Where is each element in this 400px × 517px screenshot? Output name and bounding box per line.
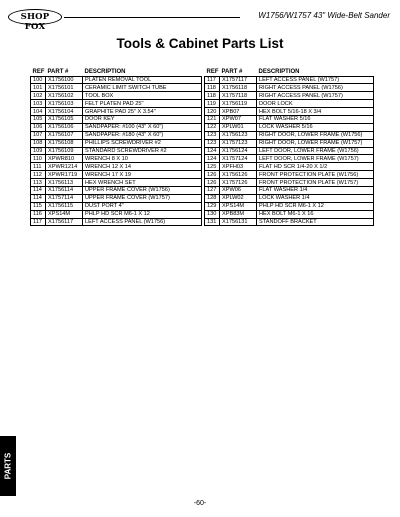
ref-cell: 112 — [31, 171, 46, 179]
table-row — [31, 202, 202, 210]
table-row — [205, 218, 374, 226]
table-row — [205, 115, 374, 123]
part-number-cell: X1756113 — [46, 179, 83, 187]
description-cell: LEFT ACCESS PANEL (W1757) — [257, 76, 374, 84]
table-row — [205, 210, 374, 218]
table-row — [31, 139, 202, 147]
table-row — [31, 194, 202, 202]
ref-cell: 105 — [31, 115, 46, 123]
part-number-cell: X1757126 — [220, 179, 257, 187]
part-number-cell: X1756117 — [46, 218, 83, 226]
header-description: DESCRIPTION — [257, 68, 374, 76]
ref-cell: 126 — [205, 179, 220, 187]
part-number-cell: XPLW02 — [220, 194, 257, 202]
ref-cell: 117 — [205, 76, 220, 84]
description-cell: PHLP HD SCR M6-1 X 12 — [83, 210, 202, 218]
description-cell: LEFT DOOR, LOWER FRAME (W1756) — [257, 147, 374, 155]
table-row — [205, 76, 374, 84]
table-row — [31, 171, 202, 179]
description-cell: STANDOFF BRACKET — [257, 218, 374, 226]
part-number-cell: X1756119 — [220, 100, 257, 108]
description-cell: WRENCH 8 X 10 — [83, 155, 202, 163]
part-number-cell: X1756123 — [220, 131, 257, 139]
description-cell: RIGHT ACCESS PANEL (W1757) — [257, 92, 374, 100]
description-cell: WRENCH 17 X 19 — [83, 171, 202, 179]
table-row — [205, 186, 374, 194]
description-cell: RIGHT DOOR, LOWER FRAME (W1756) — [257, 131, 374, 139]
table-row — [205, 194, 374, 202]
part-number-cell: XPFH03 — [220, 163, 257, 171]
description-cell: RIGHT DOOR, LOWER FRAME (W1757) — [257, 139, 374, 147]
parts-table-left — [30, 68, 202, 226]
table-row — [31, 163, 202, 171]
part-number-cell: XPWR810 — [46, 155, 83, 163]
ref-cell: 129 — [205, 202, 220, 210]
part-number-cell: X1756102 — [46, 92, 83, 100]
part-number-cell: XPS14M — [220, 202, 257, 210]
header-rule — [64, 17, 240, 18]
table-row — [31, 179, 202, 187]
table-row — [31, 186, 202, 194]
description-cell: GRAPHITE PAD 25" X 3.54" — [83, 108, 202, 116]
description-cell: DUST PORT 4" — [83, 202, 202, 210]
part-number-cell: X1756107 — [46, 131, 83, 139]
part-number-cell: X1756114 — [46, 186, 83, 194]
parts-tab-label: PARTS — [3, 452, 13, 480]
table-row — [31, 115, 202, 123]
ref-cell: 116 — [31, 210, 46, 218]
ref-cell: 121 — [205, 115, 220, 123]
table-row — [31, 218, 202, 226]
page-number: -60- — [193, 500, 207, 507]
description-cell: PHILLIPS SCREWDRIVER #2 — [83, 139, 202, 147]
description-cell: FLAT HD SCR 1/4-20 X 1/2 — [257, 163, 374, 171]
description-cell: UPPER FRAME COVER (W1757) — [83, 194, 202, 202]
part-number-cell: XPW07 — [220, 115, 257, 123]
table-row — [31, 147, 202, 155]
page-header — [8, 8, 392, 32]
ref-cell: 123 — [205, 139, 220, 147]
table-row — [31, 92, 202, 100]
description-cell: FRONT PROTECTION PLATE (W1757) — [257, 179, 374, 187]
ref-cell: 100 — [31, 76, 46, 84]
table-row — [205, 100, 374, 108]
ref-cell: 125 — [205, 163, 220, 171]
table-row — [31, 210, 202, 218]
part-number-cell: XPWR1719 — [46, 171, 83, 179]
description-cell: HEX BOLT M6-1 X 16 — [257, 210, 374, 218]
ref-cell: 103 — [31, 100, 46, 108]
ref-cell: 108 — [31, 139, 46, 147]
table-row — [205, 171, 374, 179]
table-row — [205, 147, 374, 155]
description-cell: DOOR LOCK — [257, 100, 374, 108]
table-row — [205, 108, 374, 116]
table-row — [31, 84, 202, 92]
description-cell: HEX WRENCH SET — [83, 179, 202, 187]
part-number-cell: X1757123 — [220, 139, 257, 147]
part-number-cell: X1757114 — [46, 194, 83, 202]
table-row — [205, 179, 374, 187]
part-number-cell: X1756105 — [46, 115, 83, 123]
ref-cell: 123 — [205, 131, 220, 139]
table-row — [31, 76, 202, 84]
ref-cell: 114 — [31, 194, 46, 202]
ref-cell: 124 — [205, 147, 220, 155]
table-row — [31, 100, 202, 108]
table-header-row — [31, 68, 202, 76]
part-number-cell: XPB07 — [220, 108, 257, 116]
description-cell: FRONT PROTECTION PLATE (W1756) — [257, 171, 374, 179]
part-number-cell: XPWR1214 — [46, 163, 83, 171]
description-cell: LOCK WASHER 5/16 — [257, 123, 374, 131]
part-number-cell: XPS14M — [46, 210, 83, 218]
table-row — [31, 108, 202, 116]
table-row — [205, 163, 374, 171]
table-row — [205, 131, 374, 139]
table-header-row — [205, 68, 374, 76]
description-cell: PHLP HD SCR M6-1 X 12 — [257, 202, 374, 210]
ref-cell: 117 — [31, 218, 46, 226]
ref-cell: 118 — [205, 92, 220, 100]
ref-cell: 122 — [205, 123, 220, 131]
table-row — [205, 202, 374, 210]
description-cell: FLAT WASHER 1/4 — [257, 186, 374, 194]
logo-text: SHOP FOX — [20, 12, 50, 32]
part-number-cell: X1756100 — [46, 76, 83, 84]
header-ref: REF — [206, 68, 219, 75]
ref-cell: 131 — [205, 218, 220, 226]
header-part-number: PART # — [46, 68, 83, 76]
description-cell: WRENCH 12 X 14 — [83, 163, 202, 171]
ref-cell: 119 — [205, 100, 220, 108]
description-cell: FELT PLATEN PAD 25" — [83, 100, 202, 108]
parts-section-tab — [0, 436, 16, 496]
ref-cell: 101 — [31, 84, 46, 92]
ref-cell: 111 — [31, 163, 46, 171]
description-cell: SANDPAPER: #180 (43" X 60") — [83, 131, 202, 139]
ref-cell: 106 — [31, 123, 46, 131]
part-number-cell: X1756109 — [46, 147, 83, 155]
description-cell: UPPER FRAME COVER (W1756) — [83, 186, 202, 194]
table-row — [31, 131, 202, 139]
ref-cell: 120 — [205, 108, 220, 116]
parts-table-right — [204, 68, 374, 226]
part-number-cell: X1757124 — [220, 155, 257, 163]
page-title: Tools & Cabinet Parts List — [116, 36, 284, 51]
table-row — [31, 155, 202, 163]
ref-cell: 118 — [205, 84, 220, 92]
ref-cell: 128 — [205, 194, 220, 202]
ref-cell: 114 — [31, 186, 46, 194]
part-number-cell: X1756104 — [46, 108, 83, 116]
ref-cell: 104 — [31, 108, 46, 116]
table-row — [205, 123, 374, 131]
parts-table-right-body — [205, 76, 374, 226]
description-cell: LOCK WASHER 1/4 — [257, 194, 374, 202]
part-number-cell: X1756106 — [46, 123, 83, 131]
part-number-cell: X1757117 — [220, 76, 257, 84]
ref-cell: 124 — [205, 155, 220, 163]
description-cell: DOOR KEY — [83, 115, 202, 123]
ref-cell: 115 — [31, 202, 46, 210]
table-row — [205, 139, 374, 147]
parts-table-left-body — [31, 76, 202, 226]
table-row — [205, 92, 374, 100]
table-row — [205, 84, 374, 92]
part-number-cell: X1756131 — [220, 218, 257, 226]
ref-cell: 130 — [205, 210, 220, 218]
part-number-cell: X1757118 — [220, 92, 257, 100]
part-number-cell: X1756126 — [220, 171, 257, 179]
description-cell: STANDARD SCREWDRIVER #2 — [83, 147, 202, 155]
description-cell: PLATEN REMOVAL TOOL — [83, 76, 202, 84]
document-title: W1756/W1757 43" Wide-Belt Sander — [258, 11, 390, 20]
part-number-cell: X1756108 — [46, 139, 83, 147]
description-cell: CERAMIC LIMIT SWITCH TUBE — [83, 84, 202, 92]
header-part-number: PART # — [220, 68, 257, 76]
part-number-cell: XPLW01 — [220, 123, 257, 131]
table-row — [31, 123, 202, 131]
part-number-cell: X1756115 — [46, 202, 83, 210]
ref-cell: 109 — [31, 147, 46, 155]
description-cell: SANDPAPER: #100 (43" X 60") — [83, 123, 202, 131]
part-number-cell: X1756101 — [46, 84, 83, 92]
part-number-cell: X1756103 — [46, 100, 83, 108]
shop-fox-logo — [8, 9, 62, 32]
ref-cell: 110 — [31, 155, 46, 163]
header-description: DESCRIPTION — [83, 68, 202, 76]
ref-cell: 107 — [31, 131, 46, 139]
description-cell: RIGHT ACCESS PANEL (W1756) — [257, 84, 374, 92]
table-row — [205, 155, 374, 163]
ref-cell: 113 — [31, 179, 46, 187]
description-cell: HEX BOLT 5/16-18 X 3/4 — [257, 108, 374, 116]
ref-cell: 102 — [31, 92, 46, 100]
part-number-cell: X1756124 — [220, 147, 257, 155]
header-ref: REF — [32, 68, 45, 75]
part-number-cell: XPW06 — [220, 186, 257, 194]
part-number-cell: X1756118 — [220, 84, 257, 92]
ref-cell: 127 — [205, 186, 220, 194]
description-cell: FLAT WASHER 5/16 — [257, 115, 374, 123]
description-cell: LEFT DOOR, LOWER FRAME (W1757) — [257, 155, 374, 163]
description-cell: LEFT ACCESS PANEL (W1756) — [83, 218, 202, 226]
ref-cell: 126 — [205, 171, 220, 179]
part-number-cell: XPB83M — [220, 210, 257, 218]
description-cell: TOOL BOX — [83, 92, 202, 100]
